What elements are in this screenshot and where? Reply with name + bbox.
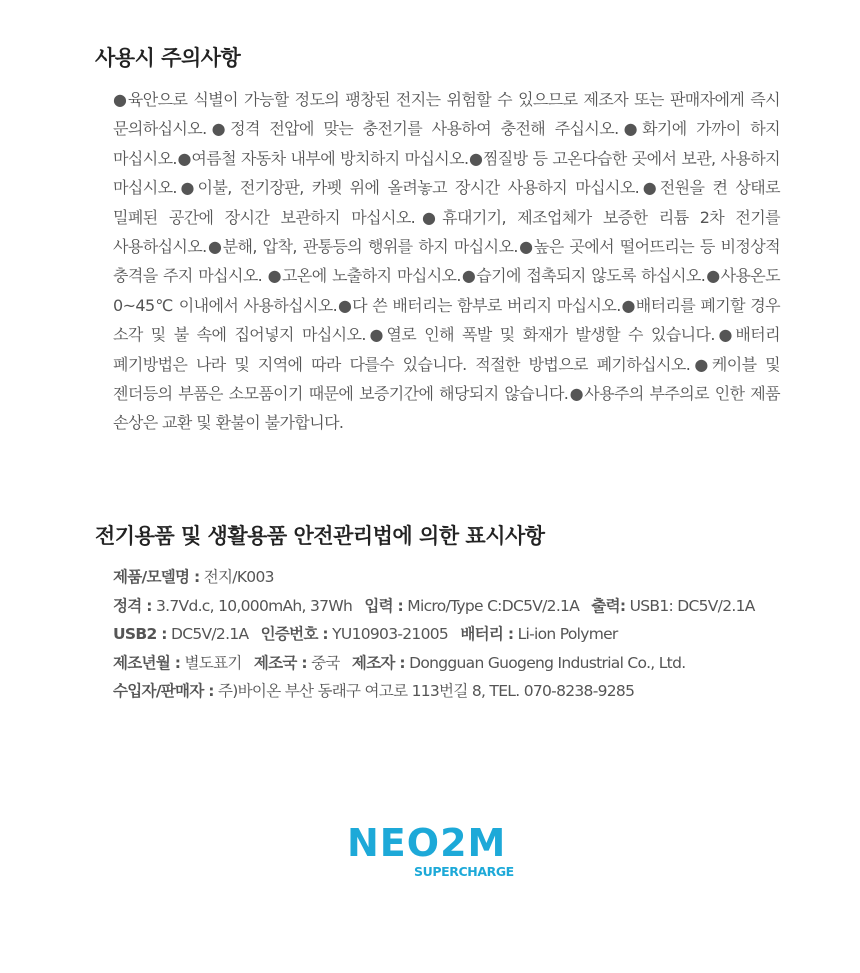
label-key: 제조년월 : xyxy=(113,653,181,672)
label-value: DC5V/2.1A xyxy=(170,625,249,644)
label-row-manufacture xyxy=(113,649,793,678)
label-key: 정격 : xyxy=(113,596,152,615)
brand-logo xyxy=(347,823,517,883)
label-key: 제조자 : xyxy=(351,653,405,672)
label-value: 3.7Vd.c, 10,000mAh, 37Wh xyxy=(155,596,353,615)
label-row-importer xyxy=(113,677,793,706)
label-row-model xyxy=(113,563,793,592)
label-key: 인증번호 : xyxy=(260,625,328,644)
label-value: USB1: DC5V/2.1A xyxy=(629,596,755,615)
label-value: YU10903-21005 xyxy=(332,625,449,644)
labeling-title: 전기용품 및 생활용품 안전관리법에 의한 표시사항 xyxy=(95,524,545,548)
label-key: 출력: xyxy=(591,596,626,615)
logo-wordmark: NEO2M xyxy=(347,821,507,865)
labeling-list xyxy=(113,563,793,706)
label-key: USB2 : xyxy=(113,625,167,644)
label-row-rating xyxy=(113,592,793,621)
label-key: 입력 : xyxy=(364,596,404,615)
label-key: 제품/모델명 : xyxy=(113,568,200,586)
label-key: 수입자/판매자 : xyxy=(113,682,214,701)
label-value: 주)바이온 부산 동래구 여고로 113번길 8, TEL. 070-8238-9285 xyxy=(218,682,635,701)
label-key: 배터리 : xyxy=(460,625,514,644)
logo-tagline: SUPERCHARGE xyxy=(414,864,514,879)
label-value: 별도표기 xyxy=(184,653,242,672)
label-value: Li-ion Polymer xyxy=(517,625,618,644)
label-value: 전지/K003 xyxy=(203,568,274,586)
caution-text: ●육안으로 식별이 가능할 정도의 팽창된 전지는 위험할 수 있으므로 제조자 또는 판매자에게 즉시 문의하십시오.●정격 전압에 맞는 충전기를 사용하여 충전해 주십시오.●화기에 가까이 하지 마십시오.●여름철 자동차 내부에 방치하지 마십시오.●찜질방 등 고온다습한 곳에서 보관, 사용하지 마십시오.●이불, 전기장판, 카펫 위에 올려놓고 장시간 사용하지 마십시오.●전원을 켠 상태로 밀폐된 공간에 장시간 보관하지 마십시오.●휴대기기, 제조업체가 보증한 리튬 2차 전기를 사용하십시오.●분해, 압착, 관통등의 행위를 하지 마십시오.●높은 곳에서 떨어뜨리는 등 비정상적 충격을 주지 마십시오. ●고온에 노출하지 마십시오.●습기에 접촉되지 않도록 하십시오.●사용온도 0~45℃ 이내에서 사용하십시오.●다 쓴 배터리는 함부로 버리지 마십시오.●배터리를 폐기할 경우 소각 및 불 속에 집어넣지 마십시오.●열로 인해 폭발 및 화재가 발생할 수 있습니다.●배터리 폐기방법은 나라 및 지역에 따라 다를수 있습니다. 적절한 방법으로 폐기하십시오.●케이블 및 젠더등의 부품은 소모품이기 때문에 보증기간에 해당되지 않습니다.●사용주의 부주의로 인한 제품 손상은 교환 및 환불이 불가합니다. xyxy=(113,90,780,433)
label-key: 제조국 : xyxy=(253,653,307,672)
label-value: 중국 xyxy=(311,653,340,672)
caution-title: 사용시 주의사항 xyxy=(95,46,241,70)
label-value: Micro/Type C:DC5V/2.1A xyxy=(407,596,580,615)
label-value: Dongguan Guogeng Industrial Co., Ltd. xyxy=(409,653,686,672)
label-row-usb2 xyxy=(113,620,793,649)
